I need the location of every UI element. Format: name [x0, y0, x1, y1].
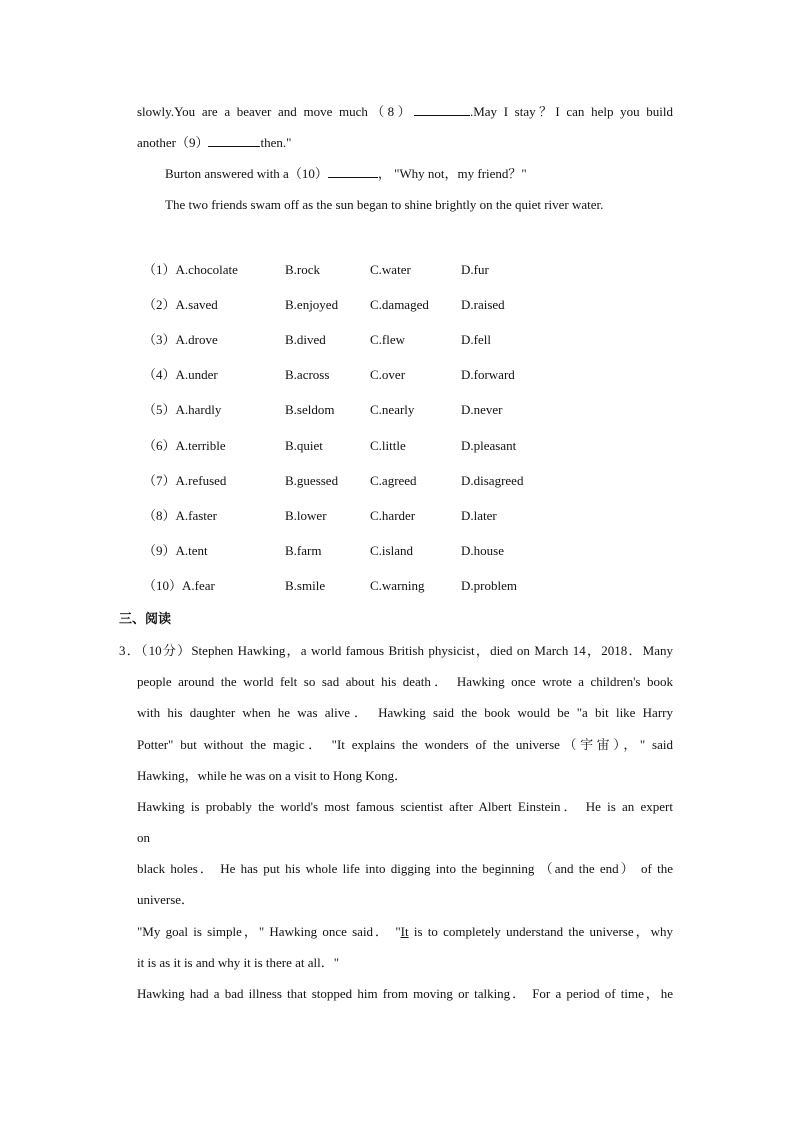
option-d: D.never: [461, 402, 503, 417]
passage-line: people around the world felt so sad about his death． Hawking once wrote a children's book: [137, 674, 673, 689]
option-a: （4）A.under: [143, 367, 218, 382]
passage-line: on: [137, 830, 150, 845]
passage-text: is to completely understand the universe，why: [408, 924, 673, 939]
story-text: then.": [260, 135, 292, 150]
passage-line: Hawking had a bad illness that stopped him from moving or talking． For a period of time，he: [137, 986, 673, 1001]
option-c: C.little: [370, 438, 406, 453]
option-b: B.seldom: [285, 402, 335, 417]
option-c: C.harder: [370, 508, 416, 523]
option-c: C.warning: [370, 578, 425, 593]
option-a: （3）A.drove: [143, 332, 218, 347]
story-text: .May I stay？I can help you build: [469, 104, 673, 119]
option-b: B.farm: [285, 543, 322, 558]
option-a: （9）A.tent: [143, 543, 208, 558]
option-d: D.house: [461, 543, 504, 558]
underlined-word: It: [400, 924, 409, 939]
option-b: B.lower: [285, 508, 327, 523]
option-b: B.enjoyed: [285, 297, 339, 312]
story-text: another（9）: [137, 135, 209, 150]
option-b: B.smile: [285, 578, 326, 593]
option-c: C.water: [370, 262, 411, 277]
option-a: （10）A.fear: [143, 578, 215, 593]
story-line-4: The two friends swam off as the sun began to shine brightly on the quiet river water.: [165, 197, 604, 212]
option-a: （1）A.chocolate: [143, 262, 238, 277]
option-a: （6）A.terrible: [143, 438, 226, 453]
option-c: C.damaged: [370, 297, 429, 312]
passage-text: "My goal is simple，" Hawking once said． ": [137, 924, 401, 939]
question-label: 3．（10分）: [119, 643, 192, 658]
option-a: （7）A.refused: [143, 473, 227, 488]
answer-blank-10: [328, 164, 378, 178]
option-d: D.fell: [461, 332, 491, 347]
option-c: C.nearly: [370, 402, 415, 417]
story-line-2: [137, 133, 291, 153]
story-text: slowly.You are a beaver and move much（8）: [137, 104, 414, 119]
option-d: D.later: [461, 508, 497, 523]
option-b: B.dived: [285, 332, 326, 347]
passage-line: with his daughter when he was alive． Hawking said the book would be "a bit like Harry: [137, 705, 673, 720]
option-a: （8）A.faster: [143, 508, 218, 523]
passage-line: it is as it is and why it is there at all．": [137, 955, 340, 970]
option-d: D.disagreed: [461, 473, 524, 488]
option-c: C.flew: [370, 332, 406, 347]
option-a: （5）A.hardly: [143, 402, 222, 417]
option-b: B.guessed: [285, 473, 339, 488]
passage-text: Stephen Hawking，a world famous British physicist，died on March 14，2018．Many: [191, 643, 673, 658]
passage-line: [137, 922, 673, 942]
section-heading: 三、阅读: [119, 612, 172, 627]
option-b: B.quiet: [285, 438, 323, 453]
answer-blank-9: [208, 133, 260, 147]
story-text: Burton answered with a（10）: [165, 166, 328, 181]
option-c: C.agreed: [370, 473, 417, 488]
passage-line: Hawking，while he was on a visit to Hong Kong．: [137, 768, 408, 783]
passage-line: [119, 641, 673, 661]
story-line-1: [137, 102, 673, 122]
story-line-3: [165, 164, 527, 184]
option-c: C.over: [370, 367, 406, 382]
passage-line: universe．: [137, 892, 195, 907]
passage-line: Potter" but without the magic． "It explains the wonders of the universe（宇宙），" said: [137, 737, 673, 752]
passage-line: Hawking is probably the world's most famous scientist after Albert Einstein． He is an expert: [137, 799, 673, 814]
option-d: D.raised: [461, 297, 505, 312]
passage-line: black holes． He has put his whole life into digging into the beginning （and the end） of the: [137, 861, 673, 876]
answer-blank-8: [414, 102, 470, 116]
option-d: D.fur: [461, 262, 489, 277]
option-d: D.pleasant: [461, 438, 517, 453]
option-b: B.rock: [285, 262, 321, 277]
option-d: D.forward: [461, 367, 515, 382]
option-b: B.across: [285, 367, 330, 382]
option-a: （2）A.saved: [143, 297, 218, 312]
option-c: C.island: [370, 543, 413, 558]
story-text: ， "Why not，my friend？": [377, 166, 527, 181]
option-d: D.problem: [461, 578, 517, 593]
